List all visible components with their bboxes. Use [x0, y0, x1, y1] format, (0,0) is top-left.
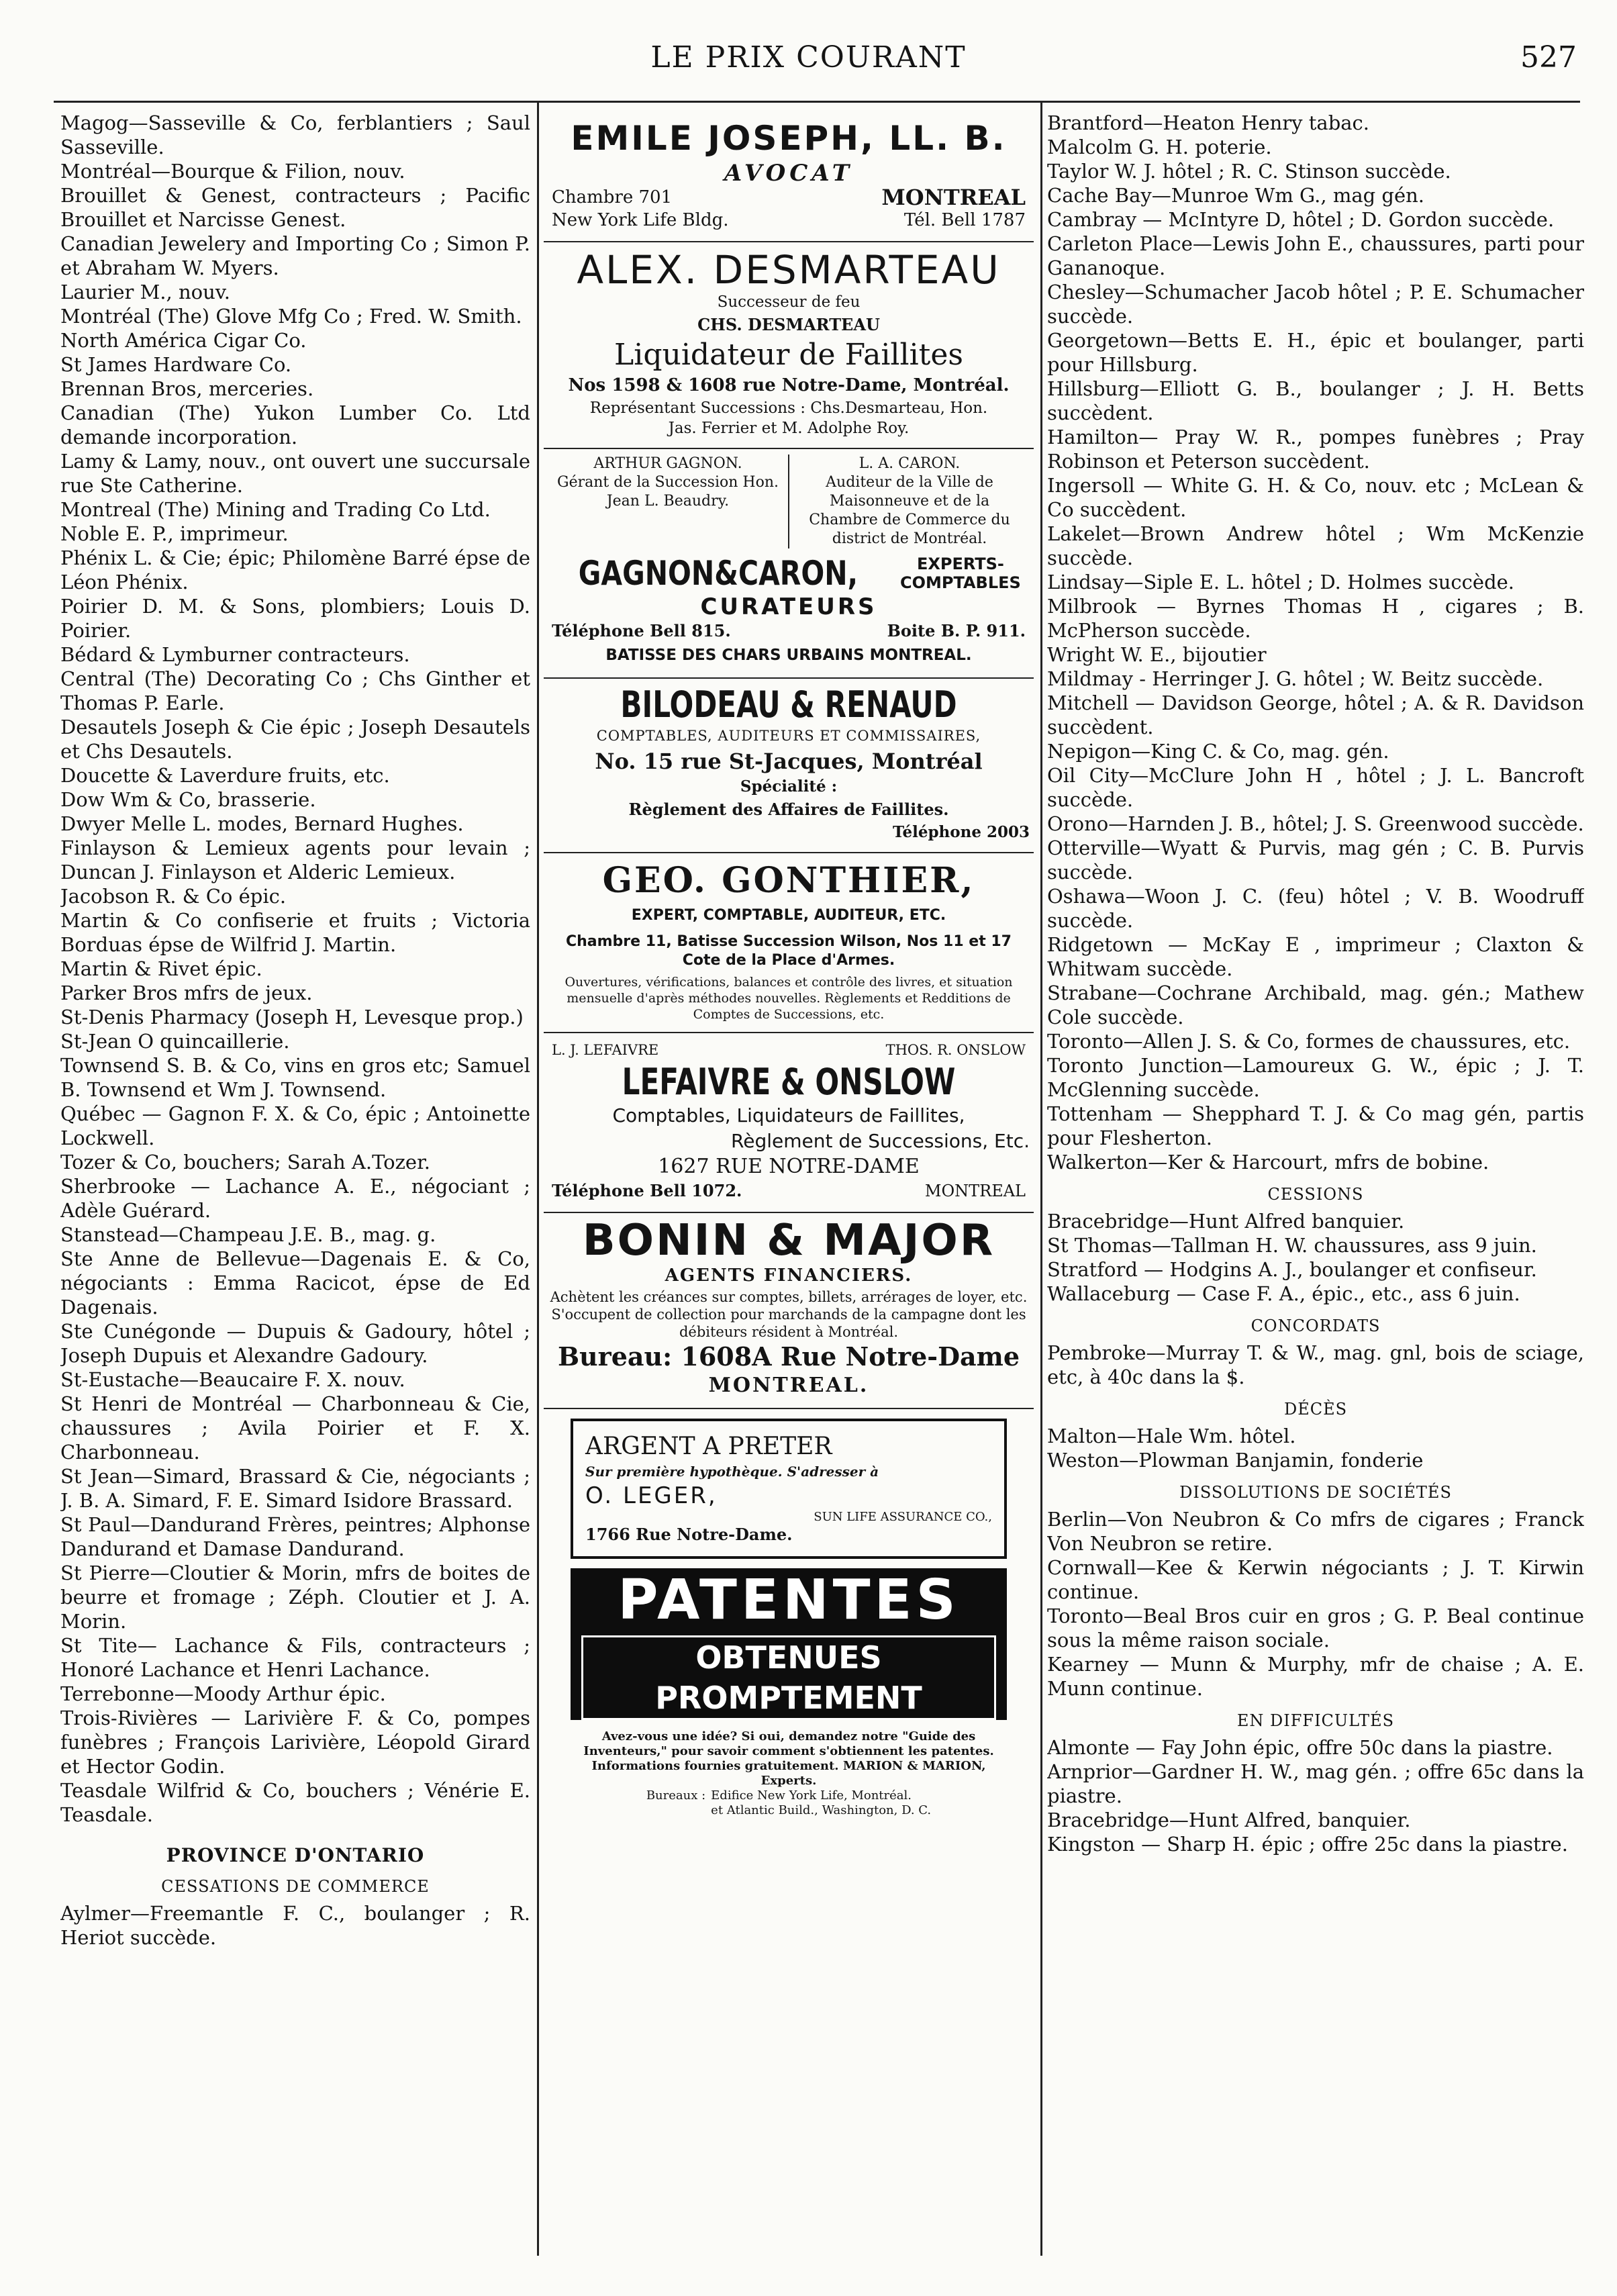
news-entry: St-Denis Pharmacy (Joseph H, Levesque prop.)	[60, 1006, 524, 1029]
news-entry: Mildmay - Herringer J. G. hôtel ; W. Beitz succède.	[1047, 667, 1544, 690]
ad-partner-name: L. A. CARON.	[859, 455, 961, 472]
news-entry: Cache Bay—Munroe Wm G., mag gén.	[1047, 184, 1425, 207]
ad-specialite-label: Spécialité :	[740, 777, 838, 796]
news-entry: Montréal—Bourque & Filion, nouv.	[60, 160, 405, 183]
ad-name: EMILE JOSEPH, LL. B.	[571, 119, 1007, 158]
news-entry: Ridgetown — McKay E , imprimeur ; Claxton & Whitwam succède.	[1047, 933, 1584, 980]
section-title: CONCORDATS	[1251, 1317, 1381, 1335]
news-entry: Stanstead—Champeau J.E. B., mag. g.	[60, 1223, 436, 1246]
ad-chambre: Chambre 701	[552, 187, 673, 207]
page-header	[0, 40, 1617, 94]
ad-firm: GAGNON&CARON,	[578, 554, 859, 593]
ad-role: EXPERT, COMPTABLE, AUDITEUR, ETC.	[631, 907, 946, 924]
news-entry: Bracebridge—Hunt Alfred, banquier.	[1047, 1809, 1411, 1831]
ad-role: Règlement de Successions, Etc.	[731, 1130, 1030, 1152]
ad-partner-desc: Gérant de la Succession Hon. Jean L. Beaudry.	[557, 474, 779, 510]
ad-city: MONTREAL	[924, 1182, 1026, 1200]
ad-desc: Achètent les créances sur comptes, billets, arrérages de loyer, etc. S'occupent de collection pour marchands de la campagne dont les débiteurs résident à Montréal.	[550, 1289, 1028, 1340]
news-entry: Wright W. E., bijoutier	[1047, 643, 1267, 666]
news-entry: Lindsay—Siple E. L. hôtel ; D. Holmes succède.	[1047, 571, 1515, 593]
ad-bureaux-line: et Atlantic Build., Washington, D. C.	[711, 1803, 932, 1817]
news-list	[60, 1901, 530, 1950]
news-entry: Canadian (The) Yukon Lumber Co. Ltd demande incorporation.	[60, 401, 530, 448]
news-entry: Toronto—Beal Bros cuir en gros ; G. P. Beal continue sous la même raison sociale.	[1047, 1605, 1584, 1652]
news-entry: St Pierre—Cloutier & Morin, mfrs de boites de beurre et fromage ; Zéph. Cloutier et J. A. Morin.	[60, 1562, 530, 1633]
news-entry: Bracebridge—Hunt Alfred banquier.	[1047, 1210, 1405, 1233]
ad-text: Avez-vous une idée? Si oui, demandez notre "Guide des Inventeurs," pour savoir comment s'obtiennent les patentes. Informations fournies gratuitement. MARION & MARION, Experts.	[583, 1729, 994, 1788]
ad-desc: Ouvertures, vérifications, balances et contrôle des livres, et situation mensuelle d'après méthodes nouvelles. Règlements et Redditions de Comptes de Successions, etc.	[565, 975, 1013, 1022]
ad-emile-joseph	[544, 111, 1034, 242]
news-entry: Dow Wm & Co, brasserie.	[60, 788, 316, 811]
ad-role: Comptables, Liquidateurs de Faillites,	[612, 1104, 965, 1127]
ad-predecessor: CHS. DESMARTEAU	[697, 315, 880, 334]
news-entry: North América Cigar Co.	[60, 329, 307, 352]
ad-successor-label: Successeur de feu	[717, 293, 861, 311]
news-entry: Oil City—McClure John H , hôtel ; J. L. Bancroft succède.	[1047, 764, 1584, 811]
ad-desmarteau	[544, 242, 1034, 449]
ad-argent-a-preter	[571, 1419, 1007, 1559]
news-entry: St James Hardware Co.	[60, 353, 292, 376]
news-list	[1047, 1209, 1584, 1306]
news-entry: Ingersoll — White G. H. & Co, nouv. etc ; McLean & Co succèdent.	[1047, 474, 1584, 521]
ad-role: AGENTS FINANCIERS.	[665, 1265, 913, 1286]
ad-subtitle: OBTENUES PROMPTEMENT	[581, 1635, 996, 1720]
news-entry: Kearney — Munn & Murphy, mfr de chaise ; A. E. Munn continue.	[1047, 1653, 1584, 1700]
news-entry: Hamilton— Pray W. R., pompes funèbres ; Pray Robinson et Peterson succèdent.	[1047, 426, 1584, 473]
page-number: 527	[1520, 40, 1577, 75]
ad-address: 1766 Rue Notre-Dame.	[585, 1525, 793, 1544]
ad-name: BILODEAU & RENAUD	[620, 683, 957, 726]
ad-address: Chambre 11, Batisse Succession Wilson, Nos 11 et 17 Cote de la Place d'Armes.	[565, 933, 1012, 969]
news-entry: Ste Cunégonde — Dupuis & Gadoury, hôtel ; Joseph Dupuis et Alexandre Gadoury.	[60, 1320, 530, 1367]
news-entry: Brennan Bros, merceries.	[60, 377, 314, 400]
news-entry: Magog—Sasseville & Co, ferblantiers ; Saul Sasseville.	[60, 111, 530, 158]
ad-partner-desc: Auditeur de la Ville de Maisonneuve et de la Chambre de Commerce du district de Montréal.	[809, 474, 1010, 547]
ad-name: GEO. GONTHIER,	[602, 860, 975, 901]
news-entry: Nepigon—King C. & Co, mag. gén.	[1047, 740, 1389, 763]
ad-line: Jas. Ferrier et M. Adolphe Roy.	[668, 420, 910, 437]
news-entry: Hillsburg—Elliott G. B., boulanger ; J. H. Betts succèdent.	[1047, 377, 1584, 424]
news-entry: Bédard & Lymburner contracteurs.	[60, 643, 410, 666]
news-list	[60, 111, 530, 1827]
news-entry: Almonte — Fay John épic, offre 50c dans la piastre.	[1047, 1736, 1553, 1759]
news-entry: St Paul—Dandurand Frères, peintres; Alphonse Dandurand et Damase Dandurand.	[60, 1513, 530, 1560]
news-list	[1047, 1735, 1584, 1856]
ad-firm-suffix: EXPERTS-COMPTABLES	[899, 555, 1021, 592]
news-entry: Strabane—Cochrane Archibald, mag. gén.; Mathew Cole succède.	[1047, 982, 1584, 1029]
news-entry: Malcolm G. H. poterie.	[1047, 136, 1272, 158]
news-entry: Wallaceburg — Case F. A., épic., etc., ass 6 juin.	[1047, 1282, 1520, 1305]
news-entry: Jacobson R. & Co épic.	[60, 885, 287, 908]
news-entry: Aylmer—Freemantle F. C., boulanger ; R. Heriot succède.	[60, 1902, 530, 1949]
news-entry: Malton—Hale Wm. hôtel.	[1047, 1425, 1296, 1447]
news-entry: Tottenham — Shepphard T. J. & Co mag gén, partis pour Flesherton.	[1047, 1102, 1584, 1149]
section-title: DISSOLUTIONS DE SOCIÉTÉS	[1179, 1483, 1452, 1502]
ad-bureaux-line: Edifice New York Life, Montréal.	[711, 1788, 912, 1803]
news-entry: Dwyer Melle L. modes, Bernard Hughes.	[60, 812, 464, 835]
news-entry: St-Jean O quincaillerie.	[60, 1030, 290, 1053]
ad-address: No. 15 rue St-Jacques, Montréal	[595, 749, 983, 774]
ad-bilodeau-renaud	[544, 679, 1034, 853]
ad-role: AVOCAT	[724, 160, 854, 187]
news-entry: Toronto—Allen J. S. & Co, formes de chaussures, etc.	[1047, 1030, 1571, 1053]
ad-role: COMPTABLES, AUDITEURS ET COMMISSAIRES,	[596, 728, 981, 744]
ad-name: O. LEGER,	[585, 1482, 718, 1509]
ad-lefaivre-onslow	[544, 1033, 1034, 1213]
section-title: CESSIONS	[1267, 1185, 1364, 1204]
news-list	[1047, 1341, 1584, 1389]
header-rule	[54, 101, 1580, 103]
news-entry: Mitchell — Davidson George, hôtel ; A. & R. Davidson succèdent.	[1047, 691, 1584, 738]
ad-title: PATENTES	[618, 1568, 960, 1632]
news-entry: Martin & Co confiserie et fruits ; Victoria Borduas épse de Wilfrid J. Martin.	[60, 909, 530, 956]
section-title: PROVINCE D'ONTARIO	[166, 1844, 425, 1866]
subsection-title: CESSATIONS DE COMMERCE	[161, 1877, 430, 1896]
news-list	[1047, 1424, 1584, 1472]
ad-gagnon-caron	[544, 449, 1034, 679]
ad-address: 1627 RUE NOTRE-DAME	[658, 1155, 920, 1178]
ad-company: SUN LIFE ASSURANCE CO.,	[814, 1510, 992, 1524]
news-entry: Brouillet & Genest, contracteurs ; Pacific Brouillet et Narcisse Genest.	[60, 184, 530, 231]
news-entry: St Henri de Montréal — Charbonneau & Cie, chaussures ; Avila Poirier et F. X. Charbonneau.	[60, 1392, 530, 1464]
ad-curateurs: CURATEURS	[700, 593, 877, 620]
column-left	[60, 111, 530, 2256]
news-entry: Finlayson & Lemieux agents pour levain ; Duncan J. Finlayson et Alderic Lemieux.	[60, 836, 530, 883]
section-title: DÉCÈS	[1283, 1400, 1348, 1419]
news-entry: Toronto Junction—Lamoureux G. W., épic ; J. T. McGlenning succède.	[1047, 1054, 1584, 1101]
ad-tel: Téléphone 2003	[892, 823, 1030, 841]
ad-partner-name: ARTHUR GAGNON.	[593, 455, 742, 472]
news-entry: Parker Bros mfrs de jeux.	[60, 982, 313, 1004]
news-entry: Lakelet—Brown Andrew hôtel ; Wm McKenzie succède.	[1047, 522, 1584, 569]
news-entry: Canadian Jewelery and Importing Co ; Simon P. et Abraham W. Myers.	[60, 232, 530, 279]
news-entry: Stratford — Hodgins A. J., boulanger et confiseur.	[1047, 1258, 1537, 1281]
ad-city: MONTREAL	[881, 185, 1026, 210]
news-entry: Cornwall—Kee & Kerwin négociants ; J. T. Kirwin continue.	[1047, 1556, 1584, 1603]
news-entry: Oshawa—Woon J. C. (feu) hôtel ; V. B. Woodruff succède.	[1047, 885, 1584, 932]
column-divider	[537, 101, 539, 2256]
news-entry: Martin & Rivet épic.	[60, 957, 262, 980]
news-entry: Québec — Gagnon F. X. & Co, épic ; Antoinette Lockwell.	[60, 1102, 530, 1149]
ad-patentes	[571, 1568, 1007, 1818]
news-entry: St Tite— Lachance & Fils, contracteurs ; Honoré Lachance et Henri Lachance.	[60, 1634, 530, 1681]
news-entry: Georgetown—Betts E. H., épic et boulanger, parti pour Hillsburg.	[1047, 329, 1584, 376]
news-entry: Poirier D. M. & Sons, plombiers; Louis D. Poirier.	[60, 595, 530, 642]
news-entry: Montreal (The) Mining and Trading Co Ltd.	[60, 498, 491, 521]
news-entry: Central (The) Decorating Co ; Chs Ginther et Thomas P. Earle.	[60, 667, 530, 714]
news-entry: Phénix L. & Cie; épic; Philomène Barré épse de Léon Phénix.	[60, 546, 530, 593]
column-ads	[544, 111, 1034, 2256]
news-entry: Pembroke—Murray T. & W., mag. gnl, bois de sciage, etc, à 40c dans la $.	[1047, 1341, 1584, 1388]
news-entry: Ste Anne de Bellevue—Dagenais E. & Co, négociants : Emma Racicot, épse de Ed Dagenais.	[60, 1247, 530, 1319]
ad-partner-name: L. J. LEFAIVRE	[552, 1042, 659, 1058]
news-entry: Weston—Plowman Banjamin, fonderie	[1047, 1449, 1424, 1472]
ad-line: Représentant Successions : Chs.Desmarteau, Hon.	[589, 399, 988, 417]
news-entry: Teasdale Wilfrid & Co, bouchers ; Vénérie E. Teasdale.	[60, 1779, 530, 1826]
ad-address: BATISSE DES CHARS URBAINS MONTREAL.	[605, 647, 972, 664]
news-entry: Trois-Rivières — Larivière F. & Co, pompes funèbres ; François Larivière, Léopold Girard et Hector Godin.	[60, 1707, 530, 1778]
ad-city: MONTREAL.	[708, 1374, 869, 1397]
ad-partner-name: THOS. R. ONSLOW	[885, 1042, 1026, 1058]
column-divider	[1040, 101, 1042, 2256]
ad-boite: Boite B. P. 911.	[887, 621, 1026, 640]
ad-bureau: Bureau: 1608A Rue Notre-Dame	[557, 1341, 1020, 1372]
news-entry: Berlin—Von Neubron & Co mfrs de cigares ; Franck Von Neubron se retire.	[1047, 1508, 1584, 1555]
news-entry: Walkerton—Ker & Harcourt, mfrs de bobine.	[1047, 1151, 1489, 1174]
news-entry: Otterville—Wyatt & Purvis, mag gén ; C. B. Purvis succède.	[1047, 836, 1584, 883]
news-entry: Orono—Harnden J. B., hôtel; J. S. Greenwood succède.	[1047, 812, 1584, 835]
ad-tel: Téléphone Bell 1072.	[552, 1181, 742, 1200]
ad-bureaux-label: Bureaux :	[646, 1788, 706, 1803]
ad-specialite-text: Règlement des Affaires de Faillites.	[628, 800, 949, 819]
news-entry: Chesley—Schumacher Jacob hôtel ; P. E. Schumacher succède.	[1047, 281, 1584, 328]
section-title: EN DIFFICULTÉS	[1236, 1711, 1395, 1730]
news-list	[1047, 111, 1584, 1174]
ad-line: Sur première hypothèque. S'adresser à	[585, 1464, 879, 1480]
news-entry: St Thomas—Tallman H. W. chaussures, ass 9 juin.	[1047, 1234, 1537, 1257]
ad-tel: Tél. Bell 1787	[903, 210, 1026, 230]
news-entry: Milbrook — Byrnes Thomas H , cigares ; B. McPherson succède.	[1047, 595, 1584, 642]
news-entry: Taylor W. J. hôtel ; R. C. Stinson succède.	[1047, 160, 1451, 183]
news-entry: Sherbrooke — Lachance A. E., négociant ; Adèle Guérard.	[60, 1175, 530, 1222]
news-entry: Terrebonne—Moody Arthur épic.	[60, 1682, 386, 1705]
ad-tel: Téléphone Bell 815.	[552, 621, 731, 640]
ad-bonin-major	[544, 1213, 1034, 1409]
news-entry: Tozer & Co, bouchers; Sarah A.Tozer.	[60, 1151, 430, 1174]
news-entry: St Jean—Simard, Brassard & Cie, négociants ; J. B. A. Simard, F. E. Simard Isidore Brassard.	[60, 1465, 530, 1512]
news-entry: Arnprior—Gardner H. W., mag gén. ; offre 65c dans la piastre.	[1047, 1760, 1584, 1807]
news-entry: Carleton Place—Lewis John E., chaussures, parti pour Gananoque.	[1047, 232, 1584, 279]
ad-name: BONIN & MAJOR	[582, 1216, 995, 1265]
news-entry: Noble E. P., imprimeur.	[60, 522, 289, 545]
news-entry: Townsend S. B. & Co, vins en gros etc; Samuel B. Townsend et Wm J. Townsend.	[60, 1054, 530, 1101]
news-entry: Laurier M., nouv.	[60, 281, 230, 303]
news-entry: St-Eustache—Beaucaire F. X. nouv.	[60, 1368, 405, 1391]
ad-address: Nos 1598 & 1608 rue Notre-Dame, Montréal.	[568, 375, 1010, 395]
news-entry: Kingston — Sharp H. épic ; offre 25c dans la piastre.	[1047, 1833, 1568, 1856]
column-right	[1047, 111, 1584, 2256]
page-title: LE PRIX COURANT	[650, 40, 967, 75]
news-entry: Cambray — McIntyre D, hôtel ; D. Gordon succède.	[1047, 208, 1555, 231]
news-entry: Brantford—Heaton Henry tabac.	[1047, 111, 1370, 134]
ad-name: ALEX. DESMARTEAU	[577, 247, 1001, 293]
sections	[1047, 1185, 1584, 1856]
ad-name: LEFAIVRE & ONSLOW	[622, 1061, 956, 1103]
news-entry: Montréal (The) Glove Mfg Co ; Fred. W. Smith.	[60, 305, 522, 328]
news-entry: Desautels Joseph & Cie épic ; Joseph Desautels et Chs Desautels.	[60, 716, 530, 763]
ad-title: ARGENT A PRETER	[585, 1433, 832, 1460]
news-entry: Doucette & Laverdure fruits, etc.	[60, 764, 390, 787]
ad-title: Liquidateur de Faillites	[614, 338, 963, 372]
news-entry: Lamy & Lamy, nouv., ont ouvert une succursale rue Ste Catherine.	[60, 450, 530, 497]
news-list	[1047, 1507, 1584, 1701]
ad-gonthier	[544, 853, 1034, 1033]
ad-building: New York Life Bldg.	[552, 210, 729, 230]
